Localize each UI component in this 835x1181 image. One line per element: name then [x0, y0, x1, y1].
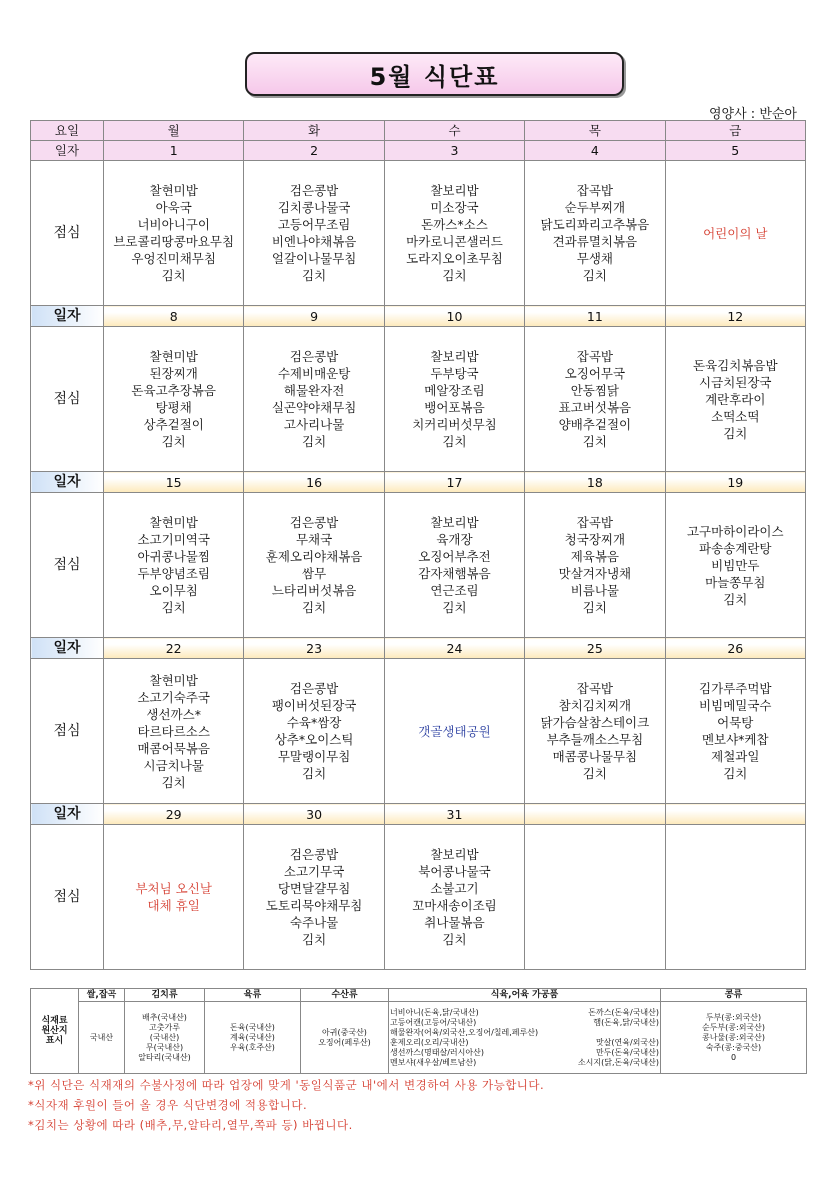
- menu-item: 청국장찌개: [564, 532, 626, 547]
- menu-cell: [525, 825, 665, 970]
- date-row: [31, 638, 806, 659]
- menu-item: 검은콩밥: [289, 847, 339, 862]
- menu-item: 오이무침: [149, 583, 198, 598]
- date-cell: 31: [384, 804, 524, 825]
- menu-item: 느타리버섯볶음: [271, 583, 357, 598]
- menu-item: 계란후라이: [705, 391, 766, 407]
- menu-item: 무말랭이무침: [277, 749, 351, 764]
- menu-item: 소떡소떡: [711, 408, 760, 424]
- date-cell: 23: [244, 638, 384, 659]
- menu-item: 김치: [442, 932, 467, 947]
- weekday-label: 요일: [31, 121, 104, 141]
- menu-item: 김치: [723, 425, 748, 441]
- menu-cell: [384, 161, 524, 306]
- date-cell: 29: [104, 804, 244, 825]
- lunch-row: [31, 659, 806, 804]
- menu-item: 당면달걀무침: [277, 881, 351, 896]
- menu-item: 얼갈이나물무침: [271, 251, 357, 266]
- date-cell: 3: [384, 141, 524, 161]
- menu-item: 갯골생태공원: [418, 723, 491, 739]
- menu-cell: [244, 493, 384, 638]
- menu-cell: [525, 493, 665, 638]
- menu-item: 비빔메밀국수: [699, 698, 772, 713]
- menu-item: 돈육김치볶음밥: [693, 357, 778, 373]
- origin-header-meat: 육류: [205, 989, 301, 1002]
- date-cell: 12: [665, 306, 805, 327]
- origin-rice: 국내산: [79, 1002, 125, 1074]
- menu-cell: [244, 327, 384, 472]
- menu-item: 치커리버섯무침: [412, 417, 497, 432]
- menu-item: 안동찜닭: [570, 383, 620, 398]
- menu-item: 찰현미밥: [149, 183, 198, 198]
- menu-item: 수제비매운탕: [277, 366, 351, 381]
- date-row: [31, 472, 806, 493]
- menu-item: 마늘쫑무침: [705, 574, 766, 590]
- menu-item: 미소장국: [430, 200, 479, 215]
- menu-item: 찰보리밥: [430, 183, 479, 198]
- menu-item: 꼬마새송이조림: [412, 898, 497, 913]
- menu-item: 된장찌개: [149, 366, 198, 381]
- menu-item: 검은콩밥: [289, 681, 339, 696]
- menu-item: 닭가슴살참스테이크: [540, 715, 650, 730]
- lunch-label: 점심: [31, 659, 104, 804]
- menu-item: 대체 휴일: [147, 898, 200, 913]
- note-line: *위 식단은 식재재의 수불사정에 따라 업장에 맞게 '동일식품군 내'에서 변경하여 사용 가능합니다.: [28, 1078, 545, 1092]
- menu-item: 메알장조림: [424, 383, 485, 398]
- menu-item: 취나물볶음: [424, 915, 485, 930]
- date-label: 일자: [31, 141, 104, 161]
- menu-item: 돈육고추장볶음: [131, 383, 216, 398]
- menu-item: 잡곡밥: [576, 681, 613, 696]
- date-label: 일자: [31, 638, 104, 659]
- menu-cell: [244, 161, 384, 306]
- menu-item: 어린이의 날: [703, 225, 768, 241]
- menu-cell: [104, 493, 244, 638]
- menu-item: 김치: [161, 268, 186, 283]
- menu-item: 아욱국: [155, 200, 192, 215]
- menu-item: 두부양념조림: [137, 566, 210, 581]
- menu-item: 어묵탕: [717, 715, 754, 730]
- menu-item: 파송송계란탕: [699, 540, 772, 556]
- origin-header-rice: 쌀,잡곡: [79, 989, 125, 1002]
- menu-cell: [665, 493, 805, 638]
- menu-item: 김치: [582, 766, 607, 781]
- lunch-label: 점심: [31, 825, 104, 970]
- menu-item: 시금치된장국: [699, 374, 772, 390]
- weekday-mon: 월: [104, 121, 244, 141]
- lunch-row: [31, 825, 806, 970]
- menu-item: 김치: [582, 600, 607, 615]
- menu-item: 도토리묵야채무침: [265, 898, 363, 913]
- menu-cell: [384, 493, 524, 638]
- menu-item: 마카로니콘샐러드: [406, 234, 503, 249]
- menu-item: 숙주나물: [289, 915, 339, 930]
- menu-item: 순두부찌개: [564, 200, 626, 215]
- menu-cell: [665, 161, 805, 306]
- date-row: [31, 804, 806, 825]
- menu-cell: [384, 327, 524, 472]
- origin-header-row: [31, 989, 807, 1002]
- note-line: *김치는 상황에 따라 (배추,무,알타리,열무,쪽파 등) 바뀝니다.: [28, 1118, 353, 1132]
- menu-cell: [384, 659, 524, 804]
- menu-item: 찰보리밥: [430, 515, 479, 530]
- menu-item: 비름나물: [570, 583, 620, 598]
- note-line: *식자재 후원이 들어 올 경우 식단변경에 적용합니다.: [28, 1098, 308, 1112]
- menu-item: 김가루주먹밥: [699, 681, 772, 696]
- date-cell: 2: [244, 141, 384, 161]
- menu-item: 부추들깨소스무침: [546, 732, 644, 747]
- menu-item: 비엔나야채볶음: [271, 234, 357, 249]
- menu-cell: [104, 825, 244, 970]
- menu-table: [30, 120, 806, 970]
- menu-item: 김치: [161, 600, 186, 615]
- menu-cell: [665, 659, 805, 804]
- origin-kimchi: 배추(국내산) 고춧가루 (국내산) 무(국내산) 알타리(국내산): [125, 1002, 205, 1074]
- menu-item: 검은콩밥: [289, 349, 339, 364]
- origin-processed: 너비아니(돈육,닭/국내산) 돈까스(돈육/국내산) 고등어캔(고등어/국내산) 햄(돈육,닭/국내산) 해물완자(어육/외국산,오징어/칠레,페루산) 훈제오리(오리/국내산) 맛살(연육/외국산) 생선까스(명태살/러시아산) 만두(돈육/국내산) 멘보샤(새우살/베트남산) 소시지(닭,돈육/국내산): [389, 1002, 661, 1074]
- weekday-header-row: [31, 121, 806, 141]
- menu-item: 오징어부추전: [418, 549, 491, 564]
- menu-item: 김치콩나물국: [277, 200, 351, 215]
- menu-item: 김치: [302, 434, 327, 449]
- menu-item: 김치: [442, 268, 467, 283]
- date-cell: 24: [384, 638, 524, 659]
- origin-header-seafood: 수산류: [301, 989, 389, 1002]
- menu-item: 멘보샤*케찹: [701, 732, 769, 747]
- menu-item: 부처님 오신날: [135, 881, 212, 896]
- menu-item: 소고기숙주국: [137, 689, 210, 705]
- menu-item: 도라지오이초무침: [406, 251, 503, 266]
- date-row: [31, 141, 806, 161]
- menu-item: 잡곡밥: [576, 515, 613, 530]
- menu-cell: [244, 659, 384, 804]
- date-label: 일자: [31, 306, 104, 327]
- menu-item: 브로콜리땅콩마요무침: [113, 234, 235, 249]
- date-label: 일자: [31, 804, 104, 825]
- menu-item: 아귀콩나물찜: [137, 549, 210, 564]
- menu-item: 연근조림: [430, 583, 479, 598]
- menu-item: 생선까스*: [146, 706, 201, 722]
- lunch-row: [31, 327, 806, 472]
- date-cell: 11: [525, 306, 665, 327]
- menu-item: 탕평채: [155, 400, 192, 415]
- menu-item: 찰보리밥: [430, 349, 479, 364]
- menu-item: 김치: [302, 766, 327, 781]
- date-cell: 5: [665, 141, 805, 161]
- menu-item: 북어콩나물국: [418, 864, 491, 879]
- menu-item: 닭도리꽈리고추볶음: [540, 217, 650, 232]
- menu-cell: [665, 825, 805, 970]
- date-cell: 16: [244, 472, 384, 493]
- menu-cell: [104, 659, 244, 804]
- weekday-wed: 수: [384, 121, 524, 141]
- menu-item: 김치: [582, 268, 607, 283]
- date-cell: 9: [244, 306, 384, 327]
- lunch-label: 점심: [31, 493, 104, 638]
- date-cell: 19: [665, 472, 805, 493]
- menu-item: 소고기미역국: [137, 532, 210, 547]
- menu-item: 너비아니구이: [137, 217, 210, 232]
- menu-cell: [104, 327, 244, 472]
- menu-item: 오징어무국: [564, 366, 626, 381]
- menu-item: 맛살겨자냉채: [558, 566, 632, 581]
- menu-item: 소고기무국: [283, 864, 345, 879]
- menu-item: 표고버섯볶음: [558, 400, 632, 415]
- menu-item: 김치: [723, 591, 748, 607]
- lunch-row: [31, 493, 806, 638]
- weekday-tue: 화: [244, 121, 384, 141]
- menu-item: 고등어무조림: [277, 217, 351, 232]
- menu-item: 상추*오이스틱: [274, 732, 354, 747]
- menu-item: 무채국: [295, 532, 333, 547]
- menu-cell: [384, 825, 524, 970]
- title-box: [245, 52, 624, 96]
- menu-item: 소불고기: [430, 881, 479, 896]
- date-cell: 22: [104, 638, 244, 659]
- menu-item: 고사리나물: [283, 417, 345, 432]
- menu-item: 제철과일: [711, 749, 760, 764]
- menu-item: 김치: [161, 774, 186, 790]
- date-cell: 1: [104, 141, 244, 161]
- date-cell: [665, 804, 805, 825]
- menu-item: 고구마하이라이스: [686, 523, 784, 539]
- lunch-label: 점심: [31, 161, 104, 306]
- date-cell: 8: [104, 306, 244, 327]
- date-row: [31, 306, 806, 327]
- menu-item: 김치: [302, 268, 327, 283]
- menu-item: 매콤어묵볶음: [137, 740, 210, 756]
- menu-item: 육개장: [436, 532, 473, 547]
- weekday-fri: 금: [665, 121, 805, 141]
- menu-item: 찰보리밥: [430, 847, 479, 862]
- notes: [28, 1075, 544, 1135]
- origin-header-processed: 식육,어육 가공품: [389, 989, 661, 1002]
- date-cell: 4: [525, 141, 665, 161]
- menu-item: 비빔만두: [711, 557, 760, 573]
- menu-item: 참치김치찌개: [558, 698, 632, 713]
- menu-item: 무생채: [576, 251, 613, 266]
- menu-item: 잡곡밥: [576, 183, 613, 198]
- menu-item: 훈제오리야채볶음: [265, 549, 363, 564]
- menu-item: 양배추겉절이: [558, 417, 632, 432]
- menu-item: 찰현미밥: [149, 672, 198, 688]
- date-cell: [525, 804, 665, 825]
- menu-item: 제육볶음: [570, 549, 620, 564]
- menu-item: 찰현미밥: [149, 349, 198, 364]
- menu-item: 해물완자전: [283, 383, 345, 398]
- menu-item: 두부탕국: [430, 366, 479, 381]
- origin-body-row: [31, 1002, 807, 1074]
- origin-side-label: 식재료 원산지 표시: [31, 989, 79, 1074]
- menu-cell: [104, 161, 244, 306]
- menu-item: 김치: [302, 932, 327, 947]
- menu-item: 타르타르소스: [137, 723, 210, 739]
- weekday-thu: 목: [525, 121, 665, 141]
- date-cell: 17: [384, 472, 524, 493]
- menu-item: 수육*쌈장: [286, 715, 342, 730]
- date-cell: 15: [104, 472, 244, 493]
- menu-cell: [244, 825, 384, 970]
- nutritionist: 영양사 : 반순아: [709, 107, 797, 122]
- menu-item: 상추겉절이: [143, 417, 204, 432]
- date-cell: 30: [244, 804, 384, 825]
- menu-cell: [525, 161, 665, 306]
- menu-cell: [525, 659, 665, 804]
- menu-item: 김치: [582, 434, 607, 449]
- menu-item: 검은콩밥: [289, 183, 339, 198]
- origin-beans: 두부(콩:외국산) 순두부(콩:외국산) 콩나물(콩:외국산) 숙주(콩:중국산) 0: [661, 1002, 807, 1074]
- menu-item: 쌈무: [302, 566, 327, 581]
- menu-item: 팽이버섯된장국: [271, 698, 357, 713]
- menu-item: 시금치나물: [143, 757, 204, 773]
- menu-cell: [665, 327, 805, 472]
- menu-item: 검은콩밥: [289, 515, 339, 530]
- menu-cell: [525, 327, 665, 472]
- page-title: 5월 식단표: [369, 62, 500, 91]
- menu-item: 뱅어포볶음: [424, 400, 485, 415]
- origin-table: [30, 988, 807, 1074]
- menu-item: 찰현미밥: [149, 515, 198, 530]
- menu-item: 김치: [302, 600, 327, 615]
- date-cell: 25: [525, 638, 665, 659]
- origin-header-beans: 콩류: [661, 989, 807, 1002]
- menu-item: 우엉진미채무침: [131, 251, 216, 266]
- date-cell: 10: [384, 306, 524, 327]
- origin-meat: 돈육(국내산) 계육(국내산) 우육(호주산): [205, 1002, 301, 1074]
- menu-item: 매콤콩나물무침: [552, 749, 638, 764]
- menu-item: 돈까스*소스: [421, 217, 488, 232]
- origin-seafood: 아귀(중국산) 오징어(페루산): [301, 1002, 389, 1074]
- menu-item: 실곤약야채무침: [271, 400, 357, 415]
- menu-item: 잡곡밥: [576, 349, 613, 364]
- menu-item: 김치: [442, 600, 467, 615]
- lunch-row: [31, 161, 806, 306]
- lunch-label: 점심: [31, 327, 104, 472]
- menu-item: 김치: [723, 766, 748, 781]
- date-cell: 18: [525, 472, 665, 493]
- menu-item: 견과류멸치볶음: [552, 234, 638, 249]
- date-label: 일자: [31, 472, 104, 493]
- origin-header-kimchi: 김치류: [125, 989, 205, 1002]
- date-cell: 26: [665, 638, 805, 659]
- menu-item: 김치: [442, 434, 467, 449]
- menu-item: 김치: [161, 434, 186, 449]
- menu-item: 감자채햄볶음: [418, 566, 491, 581]
